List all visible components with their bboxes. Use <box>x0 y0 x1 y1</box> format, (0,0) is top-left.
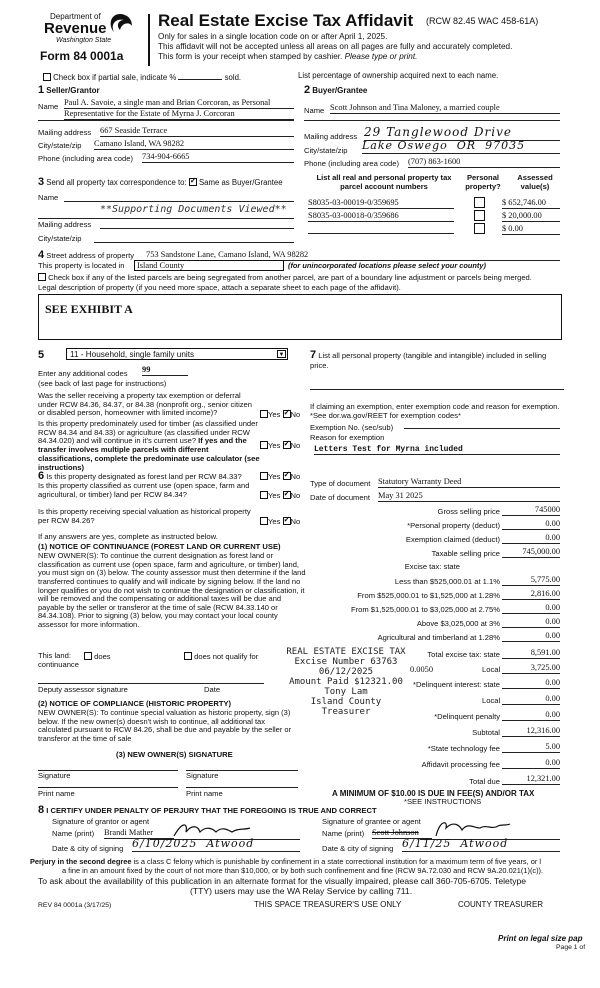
personal-checkbox-3[interactable] <box>474 223 485 234</box>
delinq-interest-state-label: *Delinquent interest: state <box>413 680 500 689</box>
personal-property-field[interactable] <box>310 384 564 390</box>
header-note-3: This form is your receipt when stamped by cashier. Please type or print. <box>158 52 418 61</box>
does-not-option: does not qualify for <box>184 652 258 662</box>
header-note-1: Only for sales in a single location code on or after April 1, 2025. <box>158 32 388 41</box>
legal-desc-box[interactable] <box>38 294 562 340</box>
total-due-field[interactable]: 12,321.00 <box>502 774 560 785</box>
notice-continuance-text: NEW OWNER(S): To continue the current designation as forest land or classification as current use (open space, farm and agriculture, or timber) land, you must sign on (3) below. The county assessor must then determine if the land transferred continues to qualify and will indicate by signing below. If the land no longer qualifies or you do not wish to continue the designation or classification, it will be removed and the compensating or additional taxes will be due and payable by the seller or transferor at the time of sale (RCW 84.33.140 or 84.34.108). Prior to signing (3) below, you may contact your local county assessor for more information. <box>38 551 306 629</box>
s6-q1-text: 6 Is this property designated as forest land per RCW 84.33? <box>38 470 242 482</box>
buyer-mailing-label: Mailing address <box>304 132 358 141</box>
parcel-number-3[interactable] <box>308 224 454 234</box>
subtotal-label: Subtotal <box>472 728 500 737</box>
grantor-date-label: Date & city of signing <box>52 844 124 853</box>
s6-q1-yes-checkbox[interactable] <box>260 472 268 480</box>
treasurer-stamp: REAL ESTATE EXCISE TAX Excise Number 63763 06/12/2025 Amount Paid $12321.00 Tony Lam Island County Treasurer <box>286 647 406 717</box>
total-due-label: Total due <box>469 777 500 786</box>
corr-city-label: City/state/zip <box>38 234 82 243</box>
street-address-field[interactable]: 753 Sandstone Lane, Camano Island, WA 98282 <box>146 250 560 261</box>
corr-mailing-label: Mailing address <box>38 220 92 229</box>
partial-sale-checkbox[interactable] <box>43 73 51 81</box>
s6-q1-answers: Yes ✓ No <box>260 472 300 482</box>
s5-q1-yes-checkbox[interactable] <box>260 410 268 418</box>
assessed-value-2[interactable]: $ 20,000.00 <box>502 211 560 222</box>
boundary-row: Check box if any of the listed parcels are being segregated from another parcel, are part of a boundary line adjustment or parcels being merged. <box>38 273 532 283</box>
owner-print-label-1: Print name <box>38 789 75 798</box>
chevron-down-icon[interactable]: ▼ <box>278 352 285 358</box>
owner-print-label-2: Print name <box>186 789 223 798</box>
gross-price-label: Gross selling price <box>437 507 500 516</box>
local-tax-label: Local <box>482 665 501 674</box>
grantee-date-field[interactable]: 6/11/25 Atwood <box>402 838 560 852</box>
tier3-label: From $1,525,000.01 to $3,025,000 at 2.75% <box>350 605 500 614</box>
corr-city-field[interactable] <box>94 237 294 243</box>
additional-codes-field[interactable]: 99 <box>142 365 188 376</box>
page-number: Page 1 of <box>556 944 586 951</box>
exemption-deduct-field[interactable]: 0.00 <box>502 533 560 544</box>
certify-heading: 8 I CERTIFY UNDER PENALTY OF PERJURY THAT THE FOREGOING IS TRUE AND CORRECT <box>38 804 377 816</box>
s5-q2-yes-checkbox[interactable] <box>260 441 268 449</box>
tier1-field[interactable]: 5,775.00 <box>502 575 560 586</box>
s5-q1-answers: Yes ✓ No <box>260 410 300 420</box>
perjury-notice-2: a fine in an amount fixed by the court of not more than $10,000, or by both such confinement and fine (RCW 9A.72.030 and RCW 9A.20.021(1)(c)). <box>62 866 544 875</box>
tier2-label: From $525,000.01 to $1,525,000 at 1.28% <box>357 591 500 600</box>
parcel-col-header: List all real and personal property tax parcel account numbers <box>316 173 452 191</box>
personal-checkbox-2[interactable] <box>474 210 485 221</box>
section5-num: 5 <box>38 349 45 361</box>
grantor-name-field[interactable]: Brandi Mather <box>104 828 174 839</box>
notice-compliance-title: (2) NOTICE OF COMPLIANCE (HISTORIC PROPERTY) <box>38 699 232 708</box>
local-rate-field[interactable]: 0.0050 <box>410 665 434 674</box>
deputy-date-label: Date <box>204 685 221 694</box>
county-note: (for unincorporated locations please select your county) <box>288 261 486 270</box>
tier3-field[interactable]: 0.00 <box>502 603 560 614</box>
assessed-value-3[interactable]: $ 0.00 <box>502 224 560 235</box>
s5-q2-no-checkbox[interactable] <box>283 441 291 449</box>
local-tax-field[interactable]: 3,725.00 <box>502 663 560 674</box>
grantee-name-field[interactable]: Scott Johnson <box>372 828 432 839</box>
gross-price-field[interactable]: 745000 <box>502 505 560 516</box>
buyer-name-extra-line <box>304 120 560 121</box>
notice-compliance-text: NEW OWNER(S): To continue special valuation as historic property, sign (3) below. If the new owner(s) doesn't wish to continue, all additional tax calculated pursuant to RCW 84.26, shall be due and payable by the seller or transferor at the time of sale <box>38 708 292 743</box>
personal-deduct-label: *Personal property (deduct) <box>407 521 500 530</box>
grantee-date-label: Date & city of signing <box>322 844 394 853</box>
revision-code: REV 84 0001a (3/17/25) <box>38 902 112 909</box>
delinq-interest-local-field[interactable]: 0.00 <box>502 694 560 705</box>
taxable-price-field[interactable]: 745,000.00 <box>502 547 560 558</box>
deputy-signature-line[interactable] <box>38 683 264 684</box>
reason-label: Reason for exemption <box>310 433 385 442</box>
agri-label: Agricultural and timberland at 1.28% <box>377 633 500 642</box>
buyer-heading: 2 Buyer/Grantee <box>304 84 368 96</box>
assessed-col-header: Assessed value(s) <box>517 173 553 191</box>
corr-name-field[interactable] <box>64 196 294 202</box>
doc-type-label: Type of document <box>310 479 371 488</box>
exemption-no-label: Exemption No. (sec/sub) <box>310 423 394 432</box>
partial-percent-field[interactable] <box>178 72 222 80</box>
does-option: does <box>84 652 111 662</box>
buyer-name-field[interactable]: Scott Johnson and Tina Maloney, a married couple <box>330 103 560 114</box>
ownership-note: List percentage of ownership acquired next to each name. <box>298 71 499 80</box>
s6-q3-no-checkbox[interactable] <box>283 517 291 525</box>
seller-name-line2[interactable]: Representative for the Estate of Myrna J. Corcoran <box>64 109 294 120</box>
s6-q3-yes-checkbox[interactable] <box>260 517 268 525</box>
dor-logo <box>44 12 140 48</box>
corr-name-label: Name <box>38 193 59 202</box>
tech-fee-field[interactable]: 5.00 <box>502 742 560 753</box>
legal-desc-label: Legal description of property (if you need more space, attach a separate sheet to each page of the affidavit). <box>38 283 401 292</box>
s6-q3-answers: Yes ✓ No <box>260 517 300 527</box>
boundary-checkbox[interactable] <box>38 273 46 281</box>
if-yes-note: If any answers are yes, complete as instructed below. <box>38 532 218 541</box>
owner-print-line-1[interactable] <box>38 787 178 788</box>
county-select[interactable]: Island County <box>134 260 284 271</box>
accessibility-note: To ask about the availability of this publication in an alternate format for the visually impaired, please call 360-705-6705. Teletype <box>38 876 527 886</box>
accessibility-note-2: (TTY) users may use the WA Relay Service by calling 711. <box>190 886 413 896</box>
grantor-sig-label: Signature of grantor or agent <box>52 817 150 826</box>
supporting-docs-stamp: **Supporting Documents Viewed** <box>100 204 287 215</box>
s6-q2-answers: Yes ✓ No <box>260 491 300 501</box>
new-owner-sig-title: (3) NEW OWNER(S) SIGNATURE <box>116 750 233 759</box>
correspondence-heading: 3 Send all property tax correspondence to: ✓ Same as Buyer/Grantee <box>38 176 283 189</box>
seller-mailing-label: Mailing address <box>38 128 92 137</box>
delinq-local-label: Local <box>482 696 501 705</box>
this-land-label: This land: continuance <box>38 651 79 669</box>
grantee-signature-scribble <box>432 818 512 838</box>
buyer-phone-field[interactable]: (707) 863-1600 <box>408 157 560 168</box>
agri-field[interactable]: 0.00 <box>502 631 560 642</box>
delinq-interest-state-field[interactable]: 0.00 <box>502 678 560 689</box>
s6-q3-text: Is this property receiving special valuation as historical property per RCW 84.26? <box>38 507 251 525</box>
exemption-no-field[interactable] <box>404 428 560 429</box>
does-checkbox[interactable] <box>84 652 92 660</box>
doc-date-label: Date of document <box>310 493 370 502</box>
seller-city-label: City/state/zip <box>38 141 82 150</box>
seller-phone-field[interactable]: 734-904-6665 <box>142 152 294 163</box>
tier4-label: Above $3,025,000 at 3% <box>416 619 500 628</box>
owner-sig-label-2: Signature <box>186 771 219 780</box>
buyer-mailing-field[interactable]: 29 Tanglewood Drive <box>364 126 560 141</box>
parcel-number-1[interactable]: S8035-03-00019-0/359695 <box>308 198 454 209</box>
buyer-city-label: City/state/zip <box>304 146 348 155</box>
use-code-value: 11 - Household, single family units <box>70 350 195 359</box>
personal-deduct-field[interactable]: 0.00 <box>502 519 560 530</box>
delinq-penalty-label: *Delinquent penalty <box>434 712 500 721</box>
s5-q2-answers: Yes ✓ No <box>260 441 300 451</box>
parcel-number-2[interactable]: S8035-03-00018-0/359686 <box>308 211 454 222</box>
same-as-buyer-checkbox[interactable] <box>189 178 197 186</box>
total-state-label: Total excise tax: state <box>427 650 500 659</box>
tier2-field[interactable]: 2,816.00 <box>502 589 560 600</box>
revenue-swirl-icon <box>106 12 134 38</box>
legal-desc-text: SEE EXHIBIT A <box>45 302 133 316</box>
legal-size-note: Print on legal size pap <box>498 934 583 943</box>
s6-q2-yes-checkbox[interactable] <box>260 491 268 499</box>
s5-q2-text: Is this property predominately used for timber (as classified under RCW 84.34 and 84.33) or agriculture (as classified under RCW 84.34.020) and will continue in it's current use? If yes and the transfer involves multiple parcels with different classifications, complete the predominate use calculator (see instructions) <box>38 419 260 472</box>
deputy-signature-label: Deputy assessor signature <box>38 685 128 694</box>
form-title: Real Estate Excise Tax Affidavit <box>158 11 414 30</box>
grantor-date-field[interactable]: 6/10/2025 Atwood <box>132 838 300 852</box>
owner-sig-label-1: Signature <box>38 771 71 780</box>
treasurer-use-only: THIS SPACE TREASURER'S USE ONLY <box>254 900 402 909</box>
grantee-sig-label: Signature of grantee or agent <box>322 817 421 826</box>
buyer-city-field[interactable]: Lake Oswego OR 97035 <box>362 140 560 154</box>
perjury-notice: Perjury in the second degree is a class C felony which is punishable by confinement in a state correctional institution for a maximum term of five years, or l <box>30 858 541 866</box>
seller-heading: 1 Seller/Grantor <box>38 84 100 96</box>
s6-q1-no-checkbox[interactable] <box>283 472 291 480</box>
notice-continuance-title: (1) NOTICE OF CONTINUANCE (FOREST LAND OR CURRENT USE) <box>38 542 281 551</box>
personal-col-header: Personal property? <box>465 173 501 191</box>
affidavit-fee-label: Affidavit processing fee <box>421 760 500 769</box>
corr-extra-line <box>38 218 294 219</box>
dept-line3: Washington State <box>56 37 112 44</box>
exemption-deduct-label: Exemption claimed (deduct) <box>405 535 500 544</box>
seller-name-line1[interactable]: Paul A. Savoie, a single man and Brian Corcoran, as Personal <box>64 98 294 109</box>
affidavit-fee-field[interactable]: 0.00 <box>502 758 560 769</box>
s5-q1-no-checkbox[interactable] <box>283 410 291 418</box>
doc-type-field[interactable]: Statutory Warranty Deed <box>378 477 560 488</box>
excise-state-label: Excise tax: state <box>404 562 460 571</box>
subtotal-field[interactable]: 12,316.00 <box>502 726 560 737</box>
corr-mailing-field[interactable] <box>100 223 294 229</box>
tech-fee-label: *State technology fee <box>427 744 500 753</box>
section7-heading: 7 List all personal property (tangible and intangible) included in selling price. <box>310 349 547 370</box>
assessed-value-1[interactable]: $ 652,746.00 <box>502 198 560 209</box>
form-number: Form 84 0001a <box>40 49 124 63</box>
buyer-phone-label: Phone (including area code) <box>304 159 399 168</box>
dept-line1: Department of <box>50 12 101 21</box>
partial-sale-row: Check box if partial sale, indicate % sold. <box>43 72 241 83</box>
county-label: This property is located in <box>38 261 125 270</box>
dept-line2: Revenue <box>44 20 107 37</box>
see-instructions-note: *SEE INSTRUCTIONS <box>404 797 482 806</box>
see-back-note: (see back of last page for instructions) <box>38 379 167 388</box>
exemption-text: If claiming an exemption, enter exemption code and reason for exemption. *See dor.wa.gov/REET for exemption codes* <box>310 402 560 420</box>
does-not-checkbox[interactable] <box>184 652 192 660</box>
reason-field[interactable]: Letters Test for Myrna included <box>314 445 560 455</box>
use-code-select[interactable] <box>66 348 288 360</box>
s6-q2-no-checkbox[interactable] <box>283 491 291 499</box>
s5-q1-text: Was the seller receiving a property tax exemption or deferral under RCW 84.36, 84.37, or 84.38 (nonprofit org., senior citizen or disabled person, homeowner with limited income)? <box>38 391 253 418</box>
county-treasurer-label: COUNTY TREASURER <box>458 900 544 909</box>
additional-codes-label: Enter any additional codes <box>38 369 128 378</box>
taxable-price-label: Taxable selling price <box>431 549 500 558</box>
minimum-due-note: A MINIMUM OF $10.00 IS DUE IN FEE(S) AND/OR TAX <box>332 789 535 798</box>
tier4-field[interactable]: 0.00 <box>502 617 560 628</box>
street-row: 4 Street address of property <box>38 249 135 261</box>
personal-checkbox-1[interactable] <box>474 197 485 208</box>
seller-mailing-field[interactable]: 667 Seaside Terrace <box>100 126 294 137</box>
tier1-label: Less than $525,000.01 at 1.1% <box>394 577 500 586</box>
seller-phone-label: Phone (including area code) <box>38 154 133 163</box>
delinq-penalty-field[interactable]: 0.00 <box>502 710 560 721</box>
form-rcw: (RCW 82.45 WAC 458-61A) <box>426 16 539 26</box>
s6-q2-text: Is this property classified as current use (open space, farm and agricultural, or timber) land per RCW 84.34? <box>38 481 250 499</box>
header-note-2: This affidavit will not be accepted unless all areas on all pages are fully and accurately completed. <box>158 42 513 51</box>
total-state-field[interactable]: 8,591.00 <box>502 648 560 659</box>
owner-print-line-2[interactable] <box>186 787 298 788</box>
seller-city-field[interactable]: Camano Island, WA 98282 <box>94 139 294 150</box>
header-divider <box>148 14 150 66</box>
seller-name-extra-line <box>38 120 294 121</box>
doc-date-field[interactable]: May 31 2025 <box>378 491 560 502</box>
grantee-name-label: Name (print) <box>322 829 365 838</box>
seller-name-label: Name <box>38 102 59 111</box>
grantor-name-label: Name (print) <box>52 829 95 838</box>
buyer-name-label: Name <box>304 106 325 115</box>
